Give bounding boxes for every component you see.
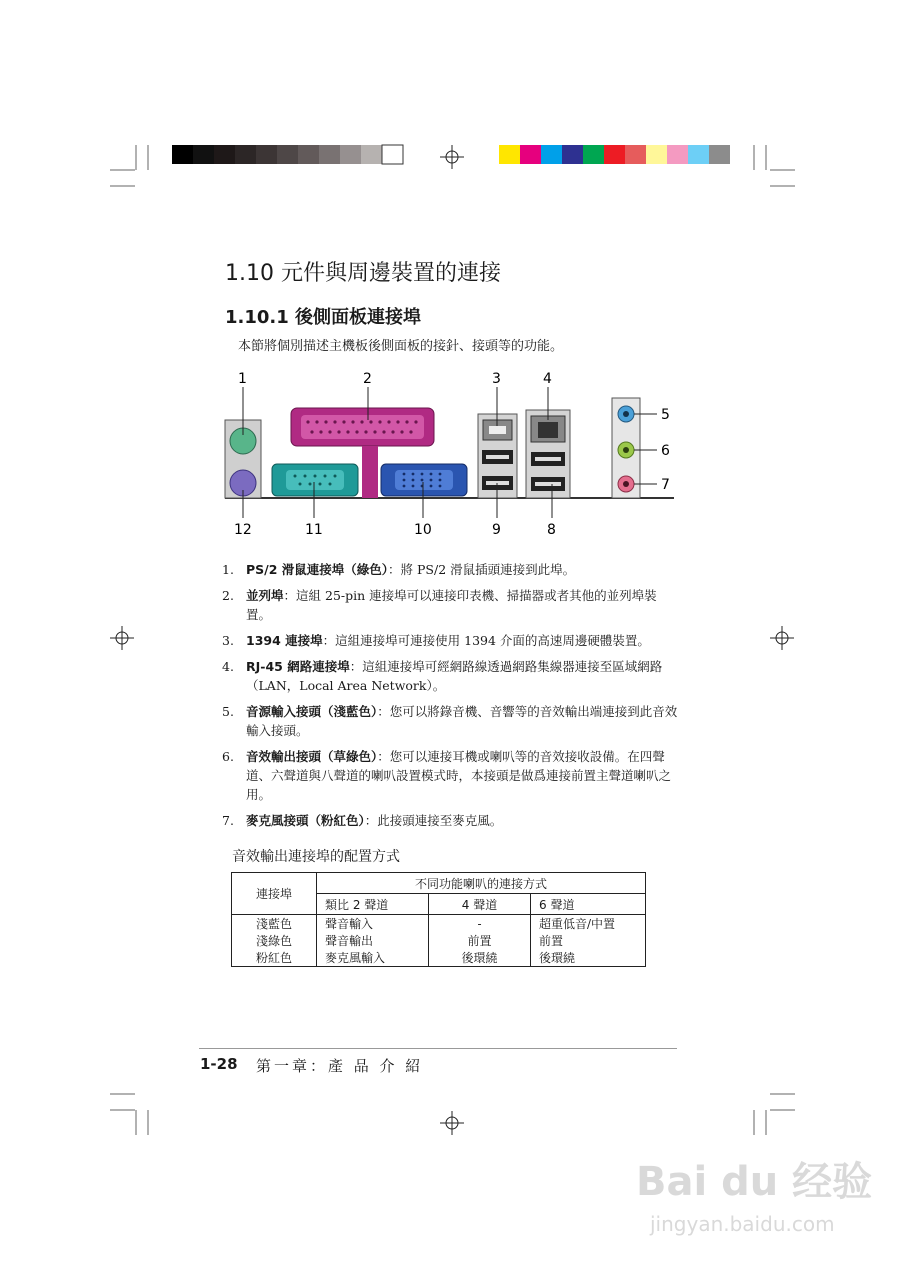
list-item: 3. 1394 連接埠：這組連接埠可連接使用 1394 介面的高速周邊硬體裝置。 xyxy=(222,633,650,648)
watermark-url: jingyan.baidu.com xyxy=(650,1212,835,1236)
footer-divider xyxy=(199,1048,677,1049)
callout-label: 11 xyxy=(305,522,323,538)
list-item: 4. RJ-45 網路連接埠：這組連接埠可經網路線透過網路集線器連接至區域網路（LAN，Local Area Network）。 xyxy=(222,659,663,693)
callout-label: 1 xyxy=(238,371,247,387)
column-header: 6 聲道 xyxy=(531,894,646,915)
column-header: 4 聲道 xyxy=(429,894,531,915)
baidu-watermark: Bai du 经验 xyxy=(636,1159,873,1205)
callout-label: 12 xyxy=(234,522,252,538)
callout-label: 4 xyxy=(543,371,552,387)
port-description-list xyxy=(222,560,678,837)
callout-label: 7 xyxy=(661,477,670,493)
table-row: 淺綠色 聲音輸出 前置 前置 xyxy=(232,932,646,949)
callout-label: 9 xyxy=(492,522,501,538)
table-corner-header: 連接埠 xyxy=(232,873,317,915)
table-title: 音效輸出連接埠的配置方式 xyxy=(232,849,400,865)
column-header: 類比 2 聲道 xyxy=(317,894,429,915)
table-row: 淺藍色 聲音輸入 - 超重低音/中置 xyxy=(232,915,646,933)
list-item: 7. 麥克風接頭（粉紅色）：此接頭連接至麥克風。 xyxy=(222,813,503,828)
callout-label: 3 xyxy=(492,371,501,387)
list-item: 2. 並列埠：這組 25-pin 連接埠可以連接印表機、掃描器或者其他的並列埠裝置。 xyxy=(222,588,657,622)
callout-label: 2 xyxy=(363,371,372,387)
callout-label: 6 xyxy=(661,443,670,459)
callout-label: 8 xyxy=(547,522,556,538)
page-number: 1-28 xyxy=(200,1055,238,1073)
table-group-header: 不同功能喇叭的連接方式 xyxy=(317,873,646,894)
audio-config-table xyxy=(231,872,646,967)
list-item: 1. PS/2 滑鼠連接埠（綠色）：將 PS/2 滑鼠插頭連接到此埠。 xyxy=(222,562,576,577)
callout-label: 10 xyxy=(414,522,432,538)
section-heading: 1.10 元件與周邊裝置的連接 xyxy=(225,261,501,286)
list-item: 6. 音效輸出接頭（草綠色）：您可以連接耳機或喇叭等的音效接收設備。在四聲道、六聲道與八聲道的喇叭設置模式時，本接頭是做爲連接前置主聲道喇叭之用。 xyxy=(222,749,672,802)
intro-text: 本節將個別描述主機板後側面板的接針、接頭等的功能。 xyxy=(238,339,564,354)
list-item: 5. 音源輸入接頭（淺藍色）：您可以將錄音機、音響等的音效輸出端連接到此音效輸入接頭。 xyxy=(222,704,678,738)
callout-label: 5 xyxy=(661,407,670,423)
table-header-row xyxy=(232,873,646,894)
table-row: 粉紅色 麥克風輸入 後環繞 後環繞 xyxy=(232,949,646,967)
subsection-heading: 1.10.1 後側面板連接埠 xyxy=(225,307,422,328)
chapter-title: 第一章：產 品 介 紹 xyxy=(256,1057,424,1075)
